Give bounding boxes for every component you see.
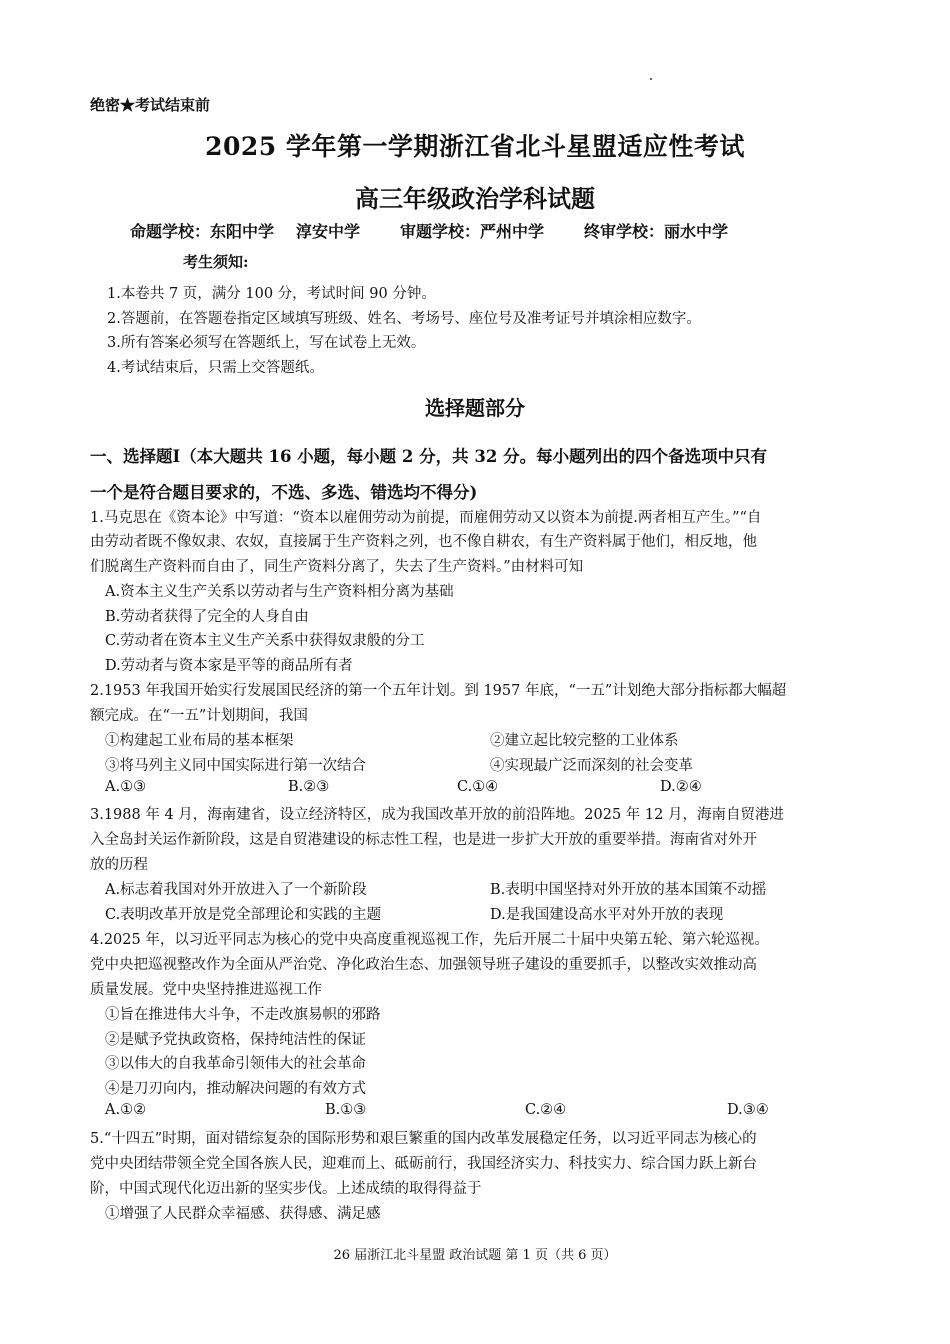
question-3-text: 3.1988 年 4 月，海南建省，设立经济特区，成为我国改革开放的前沿阵地。2025 年 12 月，海南自贸港进 (90, 807, 784, 823)
exam-title: 2025 学年第一学期浙江省北斗星盟适应性考试 (205, 132, 745, 161)
q2-statement: ③将马列主义同中国实际进行第一次结合 (105, 758, 366, 774)
q1-option-a: A.资本主义生产关系以劳动者与生产资料相分离为基础 (105, 584, 454, 600)
school-item: 淳安中学 (296, 222, 361, 241)
q2-statement: ④实现最广泛而深刻的社会变革 (490, 758, 693, 774)
question-4-text: 质量发展。党中央坚持推进巡视工作 (90, 982, 322, 998)
q1-option-b: B.劳动者获得了完全的人身自由 (105, 609, 309, 625)
q5-statement: ①增强了人民群众幸福感、获得感、满足感 (105, 1206, 381, 1222)
question-2-text: 额完成。在“一五”计划期间，我国 (90, 708, 308, 724)
q2-option-c: C.①④ (457, 779, 499, 795)
question-4-text: 党中央把巡视整改作为全面从严治党、净化政治生态、加强领导班子建设的重要抓手，以整改实效推动高 (90, 957, 757, 973)
question-1-text: 1.马克思在《资本论》中写道：“资本以雇佣劳动为前提，而雇佣劳动又以资本为前提.两者相互产生。”“自 (90, 510, 762, 526)
q2-statement: ②建立起比较完整的工业体系 (490, 733, 679, 749)
exam-subtitle: 高三年级政治学科试题 (355, 184, 595, 213)
notice-item: 1.本卷共 7 页，满分 100 分，考试时间 90 分钟。 (107, 286, 436, 302)
q4-statement: ①旨在推进伟大斗争，不走改旗易帜的邪路 (105, 1007, 381, 1023)
question-1-text: 由劳动者既不像奴隶、农奴，直接属于生产资料之列，也不像自耕农，有生产资料属于他们，相反地，他 (90, 534, 757, 550)
school-item: 终审学校：丽水中学 (584, 222, 729, 241)
notice-item: 2.答题前，在答题卷指定区域填写班级、姓名、考场号、座位号及准考证号并填涂相应数字。 (107, 311, 701, 327)
question-1-text: 们脱离生产资料而自由了，同生产资料分离了，失去了生产资料。”由材料可知 (90, 559, 584, 575)
q2-statement: ①构建起工业布局的基本框架 (105, 733, 294, 749)
question-5-text: 党中央团结带领全党全国各族人民，迎难而上、砥砺前行，我国经济实力、科技实力、综合国力跃上新台 (90, 1156, 757, 1172)
section-title: 选择题部分 (425, 396, 525, 420)
school-item: 命题学校：东阳中学 (130, 222, 275, 241)
q1-option-d: D.劳动者与资本家是平等的商品所有者 (105, 658, 353, 674)
notice-item: 4.考试结束后，只需上交答题纸。 (107, 360, 324, 376)
q4-statement: ②是赋予党执政资格，保持纯洁性的保证 (105, 1032, 366, 1048)
question-5-text: 5.“十四五”时期，面对错综复杂的国际形势和艰巨繁重的国内改革发展稳定任务，以习近平同志为核心的 (90, 1131, 757, 1147)
q4-option-a: A.①② (105, 1102, 147, 1118)
confidential-mark: 绝密★考试结束前 (90, 96, 211, 114)
q4-option-c: C.②④ (525, 1102, 567, 1118)
q3-option-a: A.标志着我国对外开放进入了一个新阶段 (105, 882, 367, 898)
school-info (130, 219, 750, 242)
page-footer: 26 届浙江北斗星盟 政治试题 第 1 页（共 6 页） (333, 1248, 617, 1263)
q4-option-b: B.①③ (325, 1102, 367, 1118)
q1-option-c: C.劳动者在资本主义生产关系中获得奴隶般的分工 (105, 633, 425, 649)
q3-option-d: D.是我国建设高水平对外开放的表现 (490, 907, 724, 923)
question-4-text: 4.2025 年，以习近平同志为核心的党中央高度重视巡视工作，先后开展二十届中央第五轮、第六轮巡视。 (90, 932, 769, 948)
q3-option-b: B.表明中国坚持对外开放的基本国策不动摇 (490, 882, 767, 898)
q4-statement: ③以伟大的自我革命引领伟大的社会革命 (105, 1056, 366, 1072)
q3-option-c: C.表明改革开放是党全部理论和实践的主题 (105, 907, 382, 923)
q4-option-d: D.③④ (727, 1102, 769, 1118)
part-heading: 一、选择题Ⅰ（本大题共 16 小题，每小题 2 分，共 32 分。每小题列出的四个备选项中只有 (90, 447, 768, 466)
q2-option-a: A.①③ (105, 779, 147, 795)
part-heading: 一个是符合题目要求的，不选、多选、错选均不得分) (90, 483, 478, 502)
q4-statement: ④是刀刃向内，推动解决问题的有效方式 (105, 1081, 366, 1097)
notice-heading: 考生须知: (183, 253, 249, 271)
question-5-text: 阶，中国式现代化迈出新的坚实步伐。上述成绩的取得得益于 (90, 1181, 482, 1197)
speck-decoration (650, 78, 652, 80)
q2-option-d: D.②④ (660, 779, 702, 795)
school-item: 审题学校：严州中学 (400, 222, 545, 241)
question-3-text: 放的历程 (90, 857, 148, 873)
question-3-text: 入全岛封关运作新阶段，这是自贸港建设的标志性工程，也是进一步扩大开放的重要举措。海南省对外开 (90, 832, 757, 848)
question-2-text: 2.1953 年我国开始实行发展国民经济的第一个五年计划。到 1957 年底，“一五”计划绝大部分指标都大幅超 (90, 683, 787, 699)
q2-option-b: B.②③ (288, 779, 330, 795)
notice-item: 3.所有答案必须写在答题纸上，写在试卷上无效。 (107, 335, 426, 351)
